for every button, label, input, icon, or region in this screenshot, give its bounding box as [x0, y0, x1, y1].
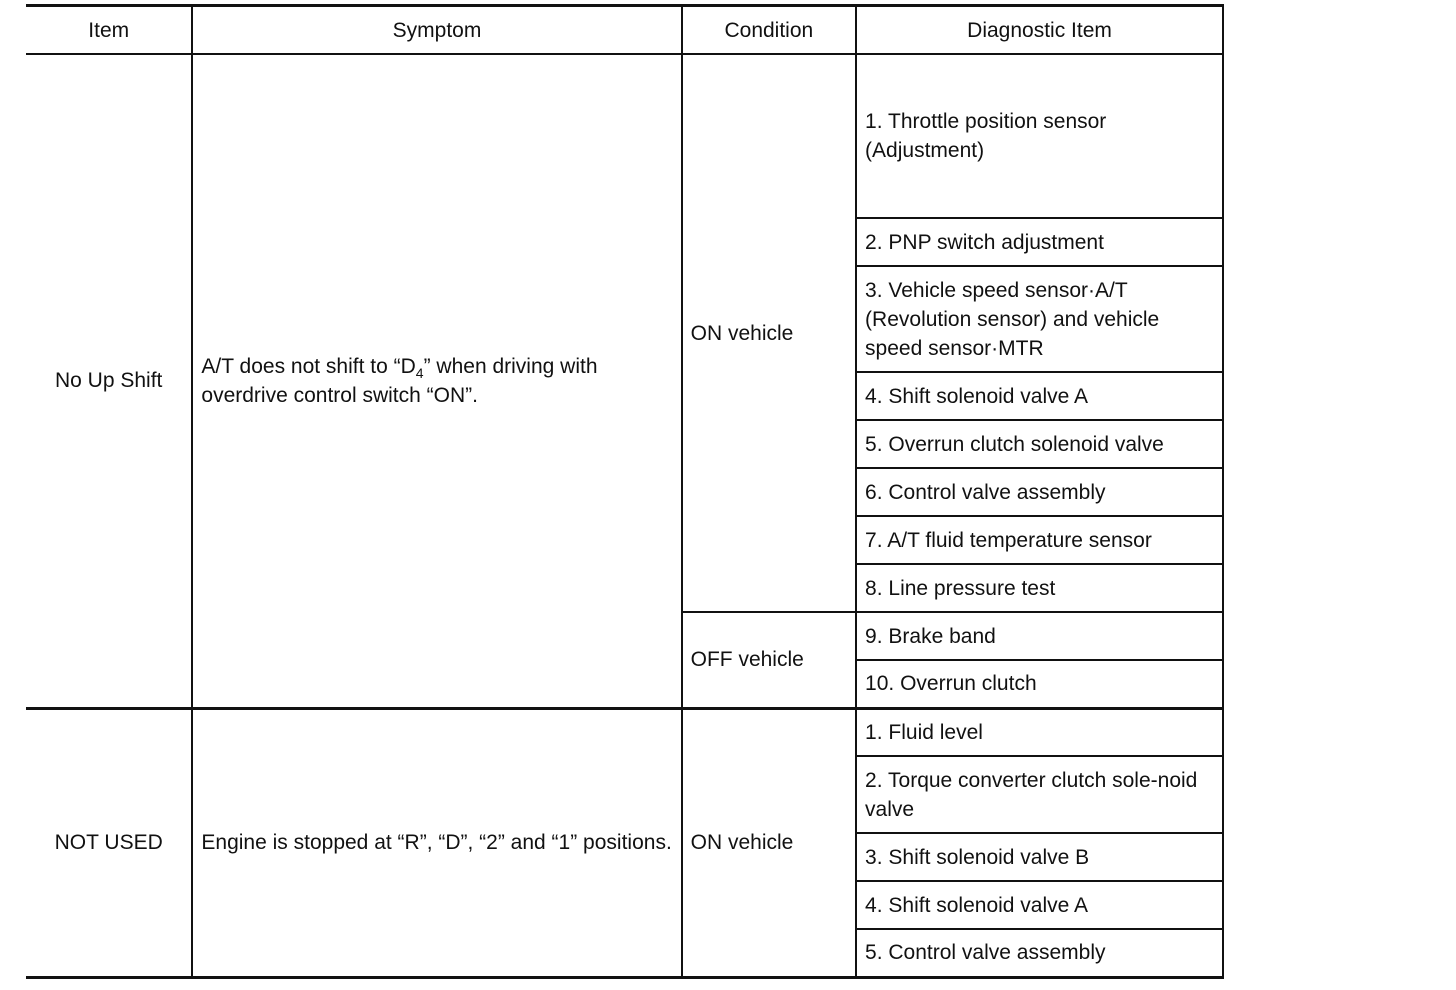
- diagnostic-table: [26, 4, 1224, 979]
- diagnostic-item: 5. Control valve assembly: [856, 929, 1223, 977]
- symptom-text-tail: ” when driving with overdrive control switch “ON”.: [201, 354, 598, 407]
- diagnostic-item: 2. PNP switch adjustment: [856, 218, 1223, 266]
- symptom-cell: Engine is stopped at “R”, “D”, “2” and “1” positions.: [192, 708, 681, 977]
- diagnostic-item: 8. Line pressure test: [856, 564, 1223, 612]
- diagnostic-item: 4. Shift solenoid valve A: [856, 881, 1223, 929]
- header-item: Item: [26, 6, 192, 55]
- header-diagnostic-item: Diagnostic Item: [856, 6, 1223, 55]
- symptom-cell: [192, 54, 681, 708]
- header-symptom: Symptom: [192, 6, 681, 55]
- item-cell: No Up Shift: [26, 54, 192, 708]
- condition-cell: OFF vehicle: [682, 612, 856, 708]
- diagnostic-item: 6. Control valve assembly: [856, 468, 1223, 516]
- diagnostic-item: 9. Brake band: [856, 612, 1223, 660]
- condition-cell: ON vehicle: [682, 708, 856, 977]
- diagnostic-item: 4. Shift solenoid valve A: [856, 372, 1223, 420]
- header-condition: Condition: [682, 6, 856, 55]
- symptom-subscript: 4: [415, 364, 424, 381]
- diagnostic-item: 5. Overrun clutch solenoid valve: [856, 420, 1223, 468]
- table-row: [26, 708, 1223, 756]
- diagnostic-item: 2. Torque converter clutch sole-noid valve: [856, 756, 1223, 833]
- header-row: [26, 6, 1223, 55]
- diagnostic-item: 1. Throttle position sensor (Adjustment): [856, 54, 1223, 218]
- symptom-text: A/T does not shift to “D: [201, 354, 416, 378]
- diagnostic-item: 10. Overrun clutch: [856, 660, 1223, 708]
- table-row: [26, 54, 1223, 218]
- diagnostic-item: 1. Fluid level: [856, 708, 1223, 756]
- diagnostic-item: 3. Vehicle speed sensor·A/T (Revolution sensor) and vehicle speed sensor·MTR: [856, 266, 1223, 372]
- diagnostic-item: 3. Shift solenoid valve B: [856, 833, 1223, 881]
- diagnostic-item: 7. A/T fluid temperature sensor: [856, 516, 1223, 564]
- condition-cell: ON vehicle: [682, 54, 856, 612]
- item-cell: NOT USED: [26, 708, 192, 977]
